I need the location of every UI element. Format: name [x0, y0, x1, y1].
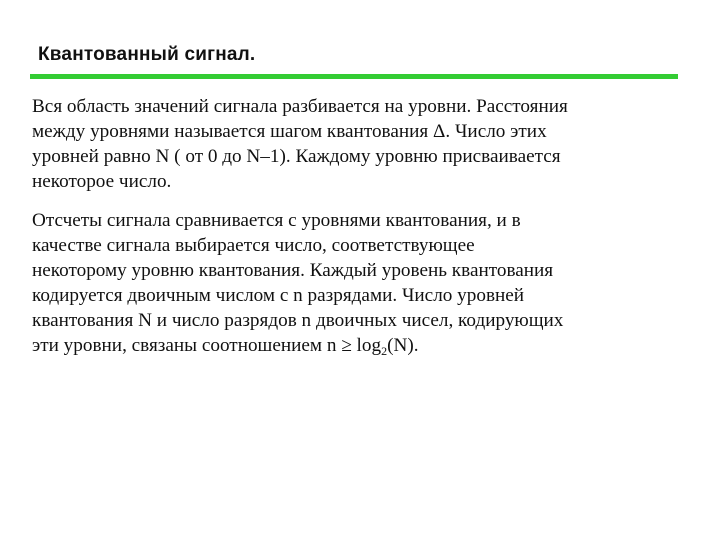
text-line: квантования N и число разрядов n двоичных чисел, кодирующих — [32, 310, 564, 331]
paragraph-quantization-coding — [32, 208, 672, 358]
text-line: кодируется двоичным числом с n разрядами. Число уровней — [32, 285, 525, 306]
formula-line — [32, 333, 672, 358]
formula-suffix: (N). — [387, 335, 419, 356]
text-line: качестве сигнала выбирается число, соответствующее — [32, 235, 475, 256]
text-line: Отсчеты сигнала сравнивается с уровнями квантования, и в — [32, 210, 521, 231]
text-line: Вся область значений сигнала разбивается на уровни. Расстояния — [32, 96, 568, 117]
log-base-subscript: 2 — [381, 344, 388, 358]
text-line: некоторое число. — [32, 171, 172, 192]
formula-prefix: эти уровни, связаны соотношением n ≥ log — [32, 335, 382, 356]
text-line: некоторому уровню квантования. Каждый уровень квантования — [32, 260, 554, 281]
text-line: уровней равно N ( от 0 до N–1). Каждому уровню присваивается — [32, 146, 561, 167]
paragraph-quantization-levels — [32, 94, 672, 194]
slide-title: Квантованный сигнал. — [38, 44, 256, 65]
text-line: между уровнями называется шагом квантования Δ. Число этих — [32, 121, 547, 142]
title-underline — [30, 74, 678, 79]
slide-body — [32, 94, 672, 372]
